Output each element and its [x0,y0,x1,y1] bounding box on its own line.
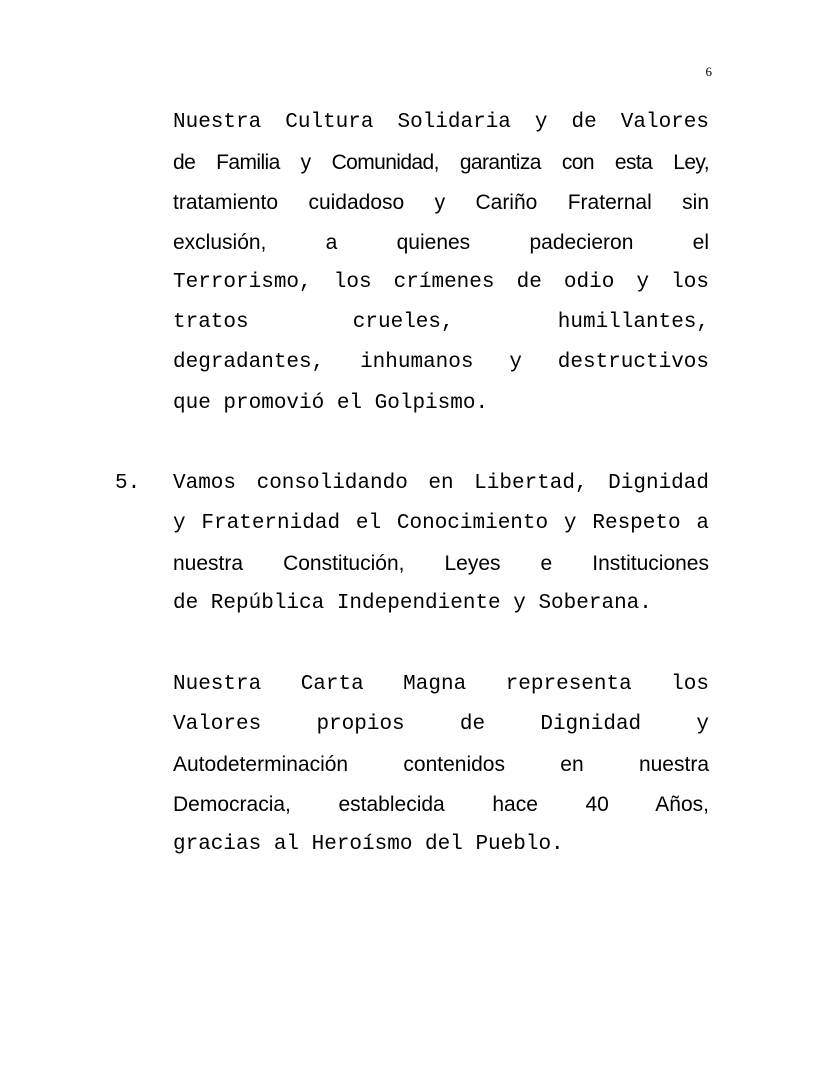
paragraph-line: Terrorismo, los crímenes de odio y los [173,271,709,294]
paragraph-line: de República Independiente y Soberana. [173,592,652,615]
paragraph-line: Autodeterminación contenidos en nuestra [173,753,709,776]
paragraph-line: de Familia y Comunidad, garantiza con esta Ley, [173,151,709,174]
paragraph-line: degradantes, inhumanos y destructivos [173,351,709,374]
paragraph-line: nuestra Constitución, Leyes e Instituciones [173,552,709,575]
paragraph-line: y Fraternidad el Conocimiento y Respeto a [173,512,709,535]
paragraph-line: gracias al Heroísmo del Pueblo. [173,833,564,856]
paragraph-line: Nuestra Carta Magna representa los [173,673,709,696]
paragraph-line: Democracia, establecida hace 40 Años, [173,793,709,816]
page-number: 6 [705,64,712,79]
paragraph-line: tratos crueles, humillantes, [173,311,709,334]
paragraph-line: Vamos consolidando en Libertad, Dignidad [173,472,709,495]
paragraph-line: tratamiento cuidadoso y Cariño Fraternal sin [173,191,709,214]
paragraph-line: exclusión, a quienes padecieron el [173,231,709,254]
paragraph-line: que promovió el Golpismo. [173,392,489,415]
paragraph-line: Nuestra Cultura Solidaria y de Valores [173,111,709,134]
list-item-number: 5. [115,472,141,495]
paragraph-line: Valores propios de Dignidad y [173,713,709,736]
